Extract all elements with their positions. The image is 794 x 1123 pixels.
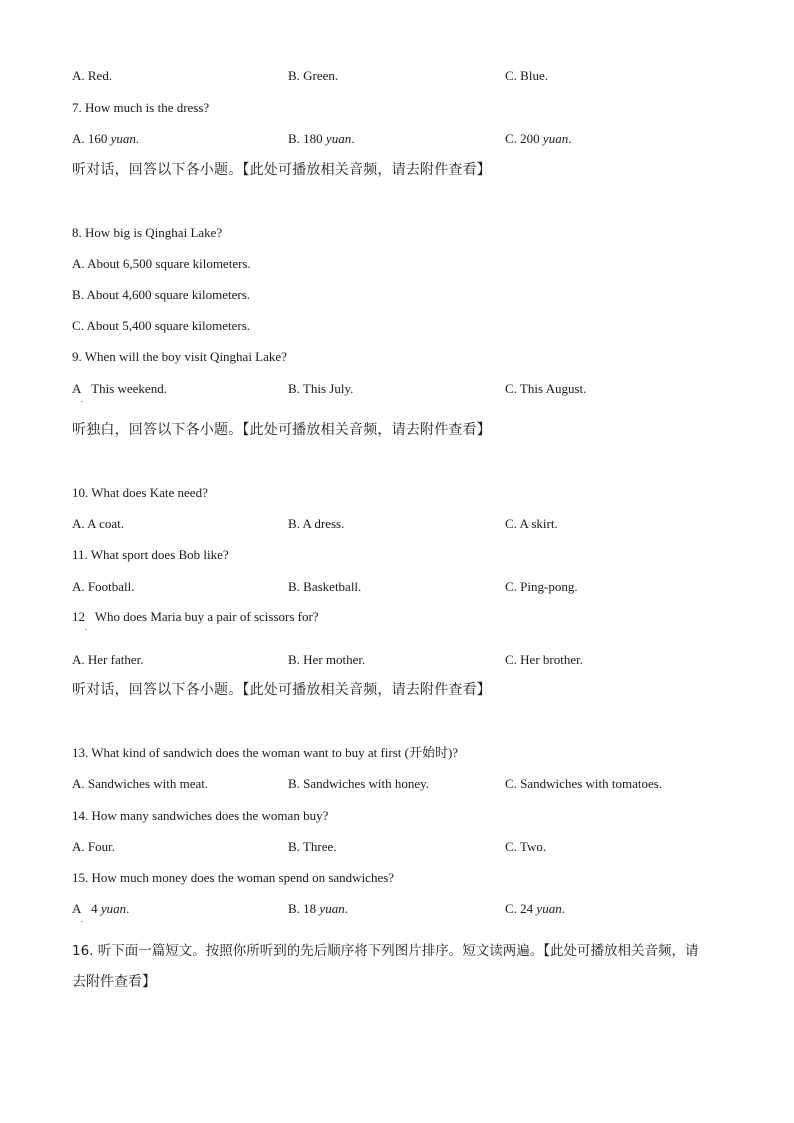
q10-question: 10. What does Kate need? (72, 485, 208, 500)
q10-option-b: B. A dress. (288, 516, 345, 531)
q11-option-c: C. Ping-pong. (505, 579, 578, 594)
dot-mark: . (81, 395, 83, 404)
dot-mark: . (85, 623, 87, 632)
q13-question: 13. What kind of sandwich does the woman want to buy at first (开始时)? (72, 745, 459, 760)
q7-option-a: A. 160 yuan. (72, 131, 140, 146)
q9-option-c: C. This August. (505, 381, 587, 396)
q8-option-b: B. About 4,600 square kilometers. (72, 287, 251, 302)
q14-option-c: C. Two. (505, 839, 547, 854)
q9-option-b: B. This July. (288, 381, 354, 396)
q6-option-c: C. Blue. (505, 68, 548, 83)
dot-mark: . (81, 915, 83, 924)
q7-option-c: C. 200 yuan. (505, 131, 572, 146)
q15-option-a: A 4 yuan. (72, 901, 130, 916)
q12-question: 12 Who does Maria buy a pair of scissors for? (72, 609, 319, 624)
q13-option-b: B. Sandwiches with honey. (288, 776, 430, 791)
q9-option-a: A This weekend. (72, 381, 167, 396)
q12-option-b: B. Her mother. (288, 652, 366, 667)
q16-instruction-line2: 去附件查看】 (72, 974, 156, 990)
q14-question: 14. How many sandwiches does the woman buy? (72, 808, 329, 823)
q13-option-a: A. Sandwiches with meat. (72, 776, 209, 791)
section-monologue-heading: 听独白，回答以下各小题。【此处可播放相关音频，请去附件查看】 (72, 422, 491, 438)
q15-option-c: C. 24 yuan. (505, 901, 565, 916)
q8-question: 8. How big is Qinghai Lake? (72, 225, 223, 240)
q8-option-c: C. About 5,400 square kilometers. (72, 318, 251, 333)
q10-option-c: C. A skirt. (505, 516, 558, 531)
section-dialog-2-heading: 听对话，回答以下各小题。【此处可播放相关音频，请去附件查看】 (72, 682, 491, 698)
q6-option-a: A. Red. (72, 68, 113, 83)
q9-question: 9. When will the boy visit Qinghai Lake? (72, 349, 287, 364)
q11-question: 11. What sport does Bob like? (72, 547, 229, 562)
q11-option-a: A. Football. (72, 579, 135, 594)
q15-question: 15. How much money does the woman spend on sandwiches? (72, 870, 395, 885)
section-dialog-1-heading: 听对话，回答以下各小题。【此处可播放相关音频，请去附件查看】 (72, 162, 491, 178)
q15-option-b: B. 18 yuan. (288, 901, 348, 916)
q7-question: 7. How much is the dress? (72, 100, 210, 115)
q11-option-b: B. Basketball. (288, 579, 362, 594)
q13-option-c: C. Sandwiches with tomatoes. (505, 776, 663, 791)
q14-option-b: B. Three. (288, 839, 337, 854)
q6-option-b: B. Green. (288, 68, 339, 83)
q16-instruction-line1: 16. 听下面一篇短文。按照你所听到的先后顺序将下列图片排序。短文读两遍。【此处可播放相关音频，请 (72, 943, 699, 959)
q14-option-a: A. Four. (72, 839, 115, 854)
q12-option-c: C. Her brother. (505, 652, 583, 667)
q10-option-a: A. A coat. (72, 516, 124, 531)
q12-option-a: A. Her father. (72, 652, 144, 667)
q7-option-b: B. 180 yuan. (288, 131, 355, 146)
q8-option-a: A. About 6,500 square kilometers. (72, 256, 251, 271)
